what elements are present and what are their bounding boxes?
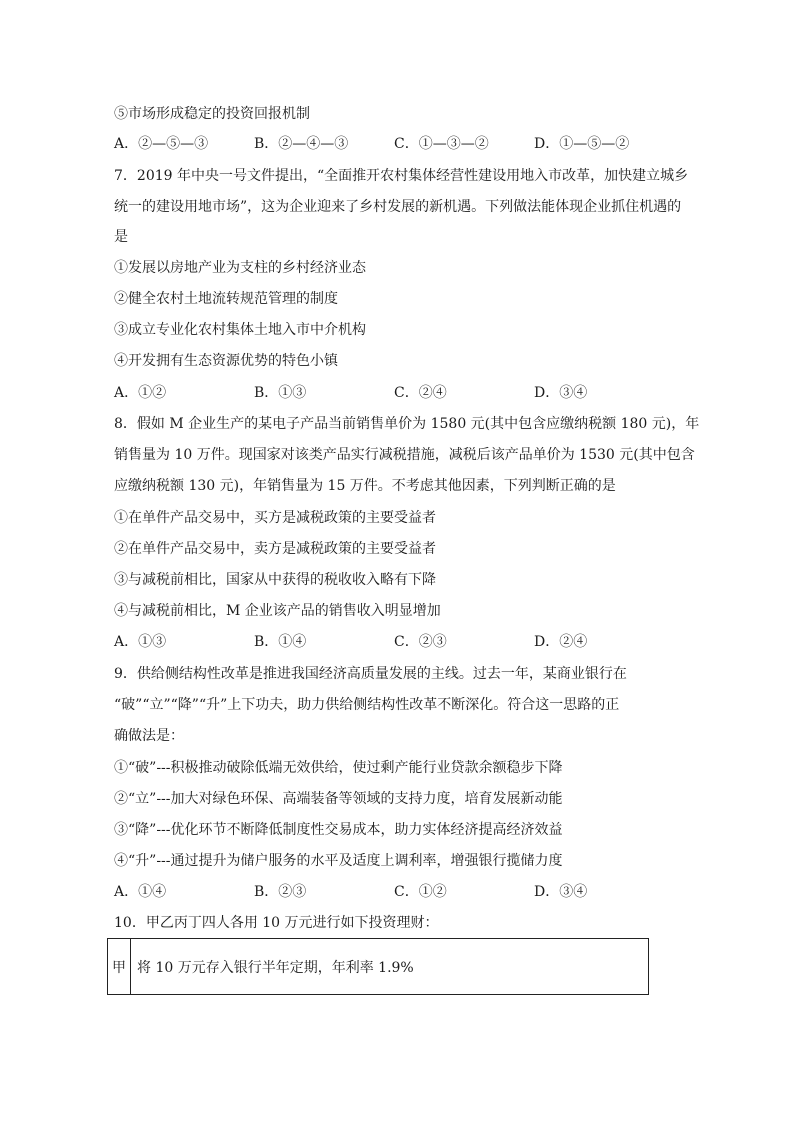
q7-option-a: A．①② <box>114 385 167 401</box>
q8-stem-line-1: 8．假如 M 企业生产的某电子产品当前销售单价为 1580 元(其中包含应缴纳税额 180 元)，年 <box>114 416 700 432</box>
q7-option-d: D．③④ <box>534 385 588 401</box>
q7-stem-line-3: 是 <box>114 229 128 245</box>
q9-item-3: ③“降”---优化环节不断降低制度性交易成本，助力实体经济提高经济效益 <box>114 822 563 838</box>
q9-option-b: B．②③ <box>254 884 307 900</box>
q7-item-1: ①发展以房地产业为支柱的乡村经济业态 <box>114 260 366 276</box>
q7-item-4: ④开发拥有生态资源优势的特色小镇 <box>114 353 338 369</box>
q9-stem-line-1: 9．供给侧结构性改革是推进我国经济高质量发展的主线。过去一年，某商业银行在 <box>114 666 627 682</box>
q6-option-c: C．①—③—② <box>394 136 489 152</box>
q7-stem-line-2: 统一的建设用地市场”，这为企业迎来了乡村发展的新机遇。下列做法能体现企业抓住机遇的 <box>114 199 682 215</box>
q8-item-3: ③与减税前相比，国家从中获得的税收收入略有下降 <box>114 572 436 588</box>
q7-item-2: ②健全农村土地流转规范管理的制度 <box>114 291 338 307</box>
q10-stem: 10．甲乙丙丁四人各用 10 万元进行如下投资理财： <box>114 915 439 931</box>
table-cell-person: 甲 <box>108 939 131 995</box>
q9-option-a: A．①④ <box>114 884 167 900</box>
q6-item-5: ⑤市场形成稳定的投资回报机制 <box>114 106 310 122</box>
q8-stem-line-3: 应缴纳税额 130 元)，年销售量为 15 万件。不考虑其他因素，下列判断正确的是 <box>114 478 616 494</box>
q8-item-1: ①在单件产品交易中，买方是减税政策的主要受益者 <box>114 510 436 526</box>
q6-option-a: A．②—⑤—③ <box>114 136 209 152</box>
q8-option-d: D．②④ <box>534 634 588 650</box>
q8-stem-line-2: 销售量为 10 万件。现国家对该类产品实行减税措施，减税后该产品单价为 1530 元(其中包含 <box>114 447 695 463</box>
table-cell-plan: 将 10 万元存入银行半年定期，年利率 1.9% <box>131 939 649 995</box>
q9-stem-line-3: 确做法是： <box>114 728 184 744</box>
q9-option-d: D．③④ <box>534 884 588 900</box>
q8-item-2: ②在单件产品交易中，卖方是减税政策的主要受益者 <box>114 541 436 557</box>
table-row <box>108 939 649 995</box>
q8-option-b: B．①④ <box>254 634 307 650</box>
q9-item-4: ④“升”---通过提升为储户服务的水平及适度上调利率，增强银行揽储力度 <box>114 853 563 869</box>
q9-option-c: C．①② <box>394 884 447 900</box>
investment-table <box>107 938 649 995</box>
q8-option-a: A．①③ <box>114 634 167 650</box>
q6-option-d: D．①—⑤—② <box>534 136 630 152</box>
q7-option-b: B．①③ <box>254 385 307 401</box>
q7-stem-line-1: 7．2019 年中央一号文件提出，“全面推开农村集体经营性建设用地入市改革，加快建立城乡 <box>114 168 689 184</box>
q9-item-1: ①“破”---积极推动破除低端无效供给，使过剩产能行业贷款余额稳步下降 <box>114 760 563 776</box>
q6-option-b: B．②—④—③ <box>254 136 349 152</box>
q8-option-c: C．②③ <box>394 634 447 650</box>
q8-item-4: ④与减税前相比，M 企业该产品的销售收入明显增加 <box>114 603 441 619</box>
q7-option-c: C．②④ <box>394 385 447 401</box>
q9-stem-line-2: “破”“立”“降”“升”上下功夫，助力供给侧结构性改革不断深化。符合这一思路的正 <box>114 697 620 713</box>
q7-item-3: ③成立专业化农村集体土地入市中介机构 <box>114 322 366 338</box>
q9-item-2: ②“立”---加大对绿色环保、高端装备等领域的支持力度，培育发展新动能 <box>114 791 563 807</box>
